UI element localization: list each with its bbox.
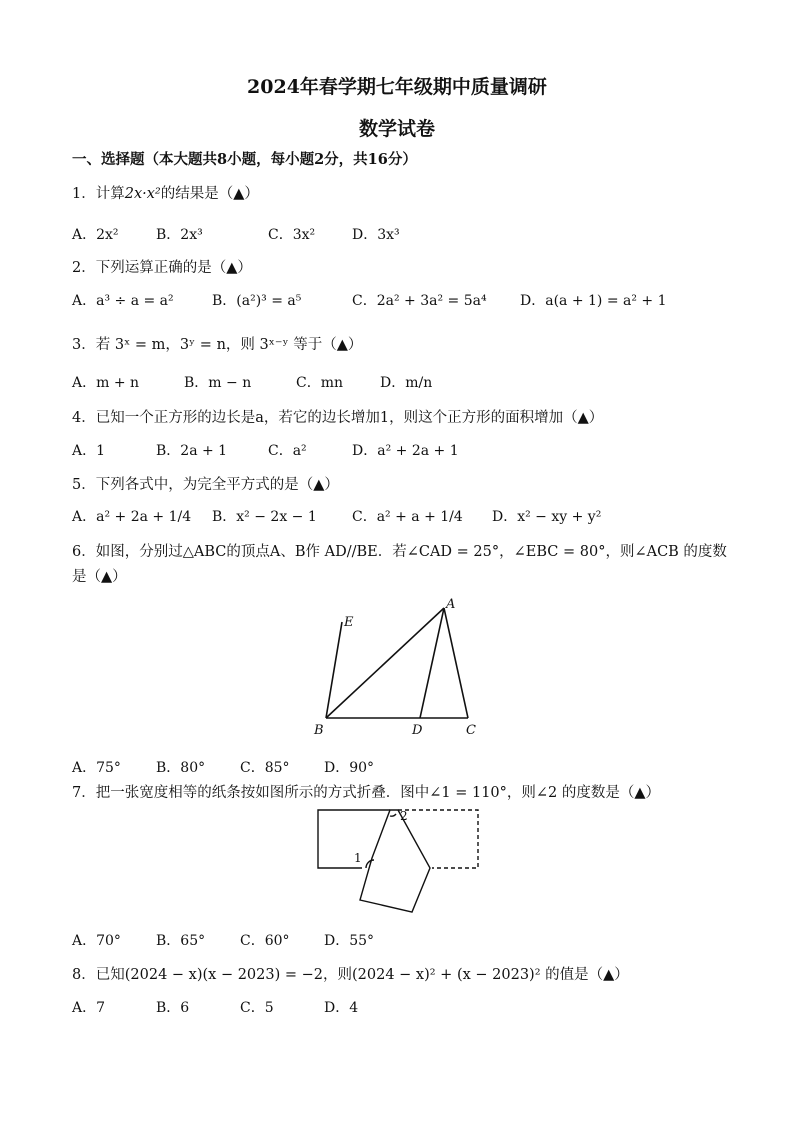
question-4-stem: 4．已知一个正方形的边长是a，若它的边长增加1，则这个正方形的面积增加（▲） — [72, 410, 604, 426]
q6-option-b[interactable]: B．80° — [156, 760, 206, 776]
q6-option-d[interactable]: D．90° — [324, 760, 375, 776]
page-subtitle: 数学试卷 — [358, 118, 435, 140]
label-B: B — [314, 723, 324, 738]
question-1-math: 2x·x² — [124, 186, 161, 202]
q4-option-c[interactable]: C．a² — [268, 443, 307, 459]
q8-option-b[interactable]: B．6 — [156, 1000, 190, 1016]
label-D: D — [412, 723, 423, 738]
section-heading: 一、选择题（本大题共8小题，每小题2分，共16分） — [72, 151, 417, 168]
q2-option-d[interactable]: D．a(a + 1) = a² + 1 — [520, 293, 667, 309]
q8-option-a[interactable]: A．7 — [72, 1000, 106, 1016]
question-2-stem: 2．下列运算正确的是（▲） — [72, 260, 252, 276]
q3-option-c[interactable]: C．mn — [296, 375, 344, 391]
strip-dashed — [398, 810, 478, 868]
label-C: C — [466, 723, 476, 738]
question-5-stem: 5．下列各式中，为完全平方式的是（▲） — [72, 477, 339, 493]
question-7-stem: 7．把一张宽度相等的纸条按如图所示的方式折叠．图中∠1 = 110°，则∠2 的度数是（▲） — [72, 785, 661, 801]
q1-option-d[interactable]: D．3x³ — [352, 227, 400, 243]
angle-2-arc — [390, 814, 396, 816]
folded-strip-figure — [312, 806, 484, 918]
label-A: A — [446, 597, 456, 612]
angle-1-label: 1 — [354, 851, 362, 865]
q7-option-a[interactable]: A．70° — [72, 933, 121, 949]
q6-option-c[interactable]: C．85° — [240, 760, 290, 776]
question-6-stem-line2: 是（▲） — [72, 569, 127, 585]
q5-option-a[interactable]: A．a² + 2a + 1/4 — [72, 509, 192, 525]
question-6-stem-line1: 6．如图，分别过△ABC的顶点A、B作 AD//BE．若∠CAD = 25°，∠EBC = 80°，则∠ACB 的度数 — [72, 544, 727, 560]
question-1-stem: 1．计算2x·x²的结果是（▲） — [72, 186, 259, 202]
q5-option-c[interactable]: C．a² + a + 1/4 — [352, 509, 463, 525]
line-BE — [326, 622, 342, 718]
q2-option-a[interactable]: A．a³ ÷ a = a² — [72, 293, 174, 309]
line-AC — [444, 608, 468, 718]
q4-option-b[interactable]: B．2a + 1 — [156, 443, 228, 459]
line-AD — [420, 608, 444, 718]
q2-option-b[interactable]: B．(a²)³ = a⁵ — [212, 293, 302, 309]
q2-option-c[interactable]: C．2a² + 3a² = 5a⁴ — [352, 293, 487, 309]
q5-option-d[interactable]: D．x² − xy + y² — [492, 509, 602, 525]
q1-option-c[interactable]: C．3x² — [268, 227, 316, 243]
q4-option-d[interactable]: D．a² + 2a + 1 — [352, 443, 459, 459]
q7-option-c[interactable]: C．60° — [240, 933, 290, 949]
q3-option-a[interactable]: A．m + n — [72, 375, 140, 391]
q3-option-b[interactable]: B．m − n — [184, 375, 252, 391]
q5-option-b[interactable]: B．x² − 2x − 1 — [212, 509, 317, 525]
question-3-stem: 3．若 3ˣ = m，3ʸ = n，则 3ˣ⁻ʸ 等于（▲） — [72, 337, 363, 353]
label-E: E — [344, 615, 354, 630]
q4-option-a[interactable]: A．1 — [72, 443, 106, 459]
question-8-stem: 8．已知(2024 − x)(x − 2023) = −2，则(2024 − x)² + (x − 2023)² 的值是（▲） — [72, 967, 629, 983]
q8-option-c[interactable]: C．5 — [240, 1000, 274, 1016]
page-title: 2024年春学期七年级期中质量调研 — [247, 76, 547, 98]
q1-option-b[interactable]: B．2x³ — [156, 227, 203, 243]
angle-2-label: 2 — [400, 809, 408, 823]
q7-option-b[interactable]: B．65° — [156, 933, 206, 949]
q6-option-a[interactable]: A．75° — [72, 760, 121, 776]
q1-option-a[interactable]: A．2x² — [72, 227, 119, 243]
q7-option-d[interactable]: D．55° — [324, 933, 375, 949]
q3-option-d[interactable]: D．m/n — [380, 375, 433, 391]
triangle-figure — [312, 596, 482, 746]
q8-option-d[interactable]: D．4 — [324, 1000, 359, 1016]
